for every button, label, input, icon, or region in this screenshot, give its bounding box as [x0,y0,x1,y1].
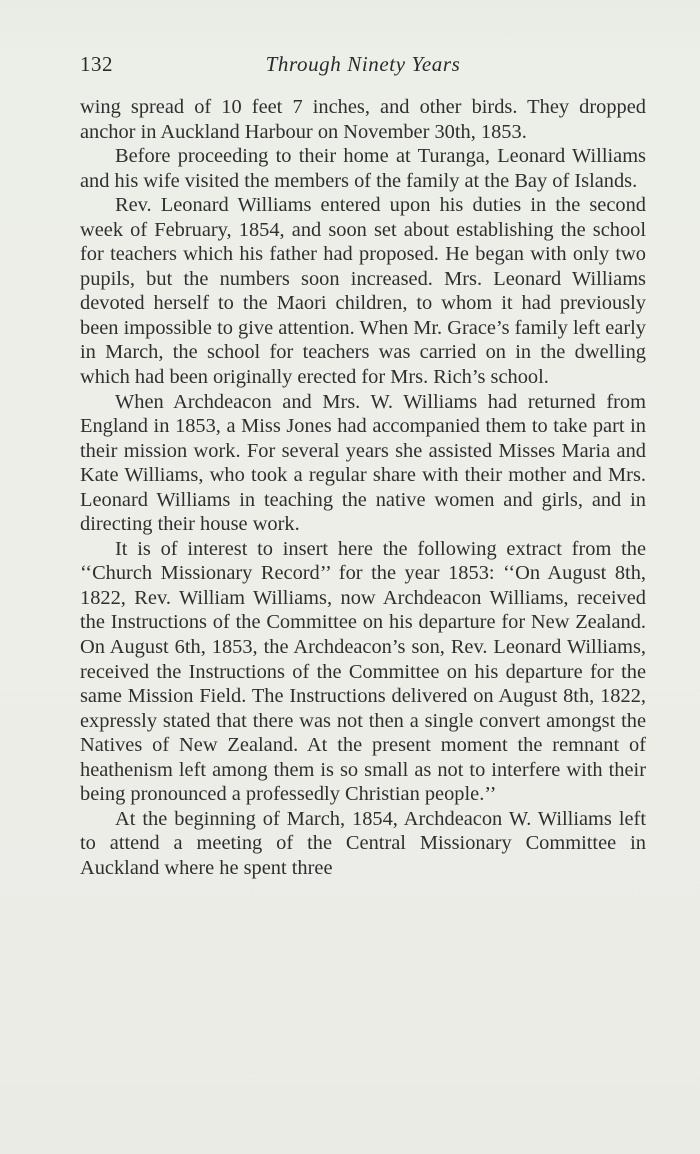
body-text [80,95,646,881]
paragraph: At the beginning of March, 1854, Archdeacon W. Williams left to attend a meeting of the Central Missionary Committee in Auckland where he spent three [80,807,646,879]
paragraph: Before proceeding to their home at Turanga, Leonard Williams and his wife visited the members of the family at the Bay of Islands. [80,145,646,192]
paragraph: When Archdeacon and Mrs. W. Williams had returned from England in 1853, a Miss Jones had accompanied them to take part in their mission work. For several years she assisted Misses Maria and Kate Williams, who took a regular share with their mother and Mrs. Leonard Williams in teaching the native women and girls, and in directing their house work. [80,390,646,536]
paragraph: Rev. Leonard Williams entered upon his duties in the second week of February, 1854, and soon set about establishing the school for teachers which his father had proposed. He began with only two pupils, but the numbers soon increased. Mrs. Leonard Williams devoted herself to the Maori children, to whom it had previously been impossible to give attention. When Mr. Grace’s family left early in March, the school for teachers was carried on in the dwelling which had been originally erected for Mrs. Rich’s school. [80,194,646,389]
page-number: 132 [80,52,113,76]
running-title: Through Ninety Years [265,52,461,76]
paragraph: It is of interest to insert here the following extract from the ‘‘Church Missionary Record’’ for the year 1853: ‘‘On August 8th, 1822, Rev. William Williams, now Archdeacon Williams, received the Instructions of the Committee on his departure for New Zealand. On August 6th, 1853, the Archdeacon’s son, Rev. Leonard Williams, received the Instructions of the Committee on his departure for the same Mission Field. The Instructions delivered on August 8th, 1822, expressly stated that there was not then a single convert amongst the Natives of New Zealand. At the present moment the remnant of heathenism left among them is so small as not to interfere with their being pronounced a professedly Christian people.’’ [80,537,646,806]
paragraph: wing spread of 10 feet 7 inches, and other birds. They dropped anchor in Auckland Harbour on November 30th, 1853. [80,96,646,143]
page-header [80,52,646,82]
